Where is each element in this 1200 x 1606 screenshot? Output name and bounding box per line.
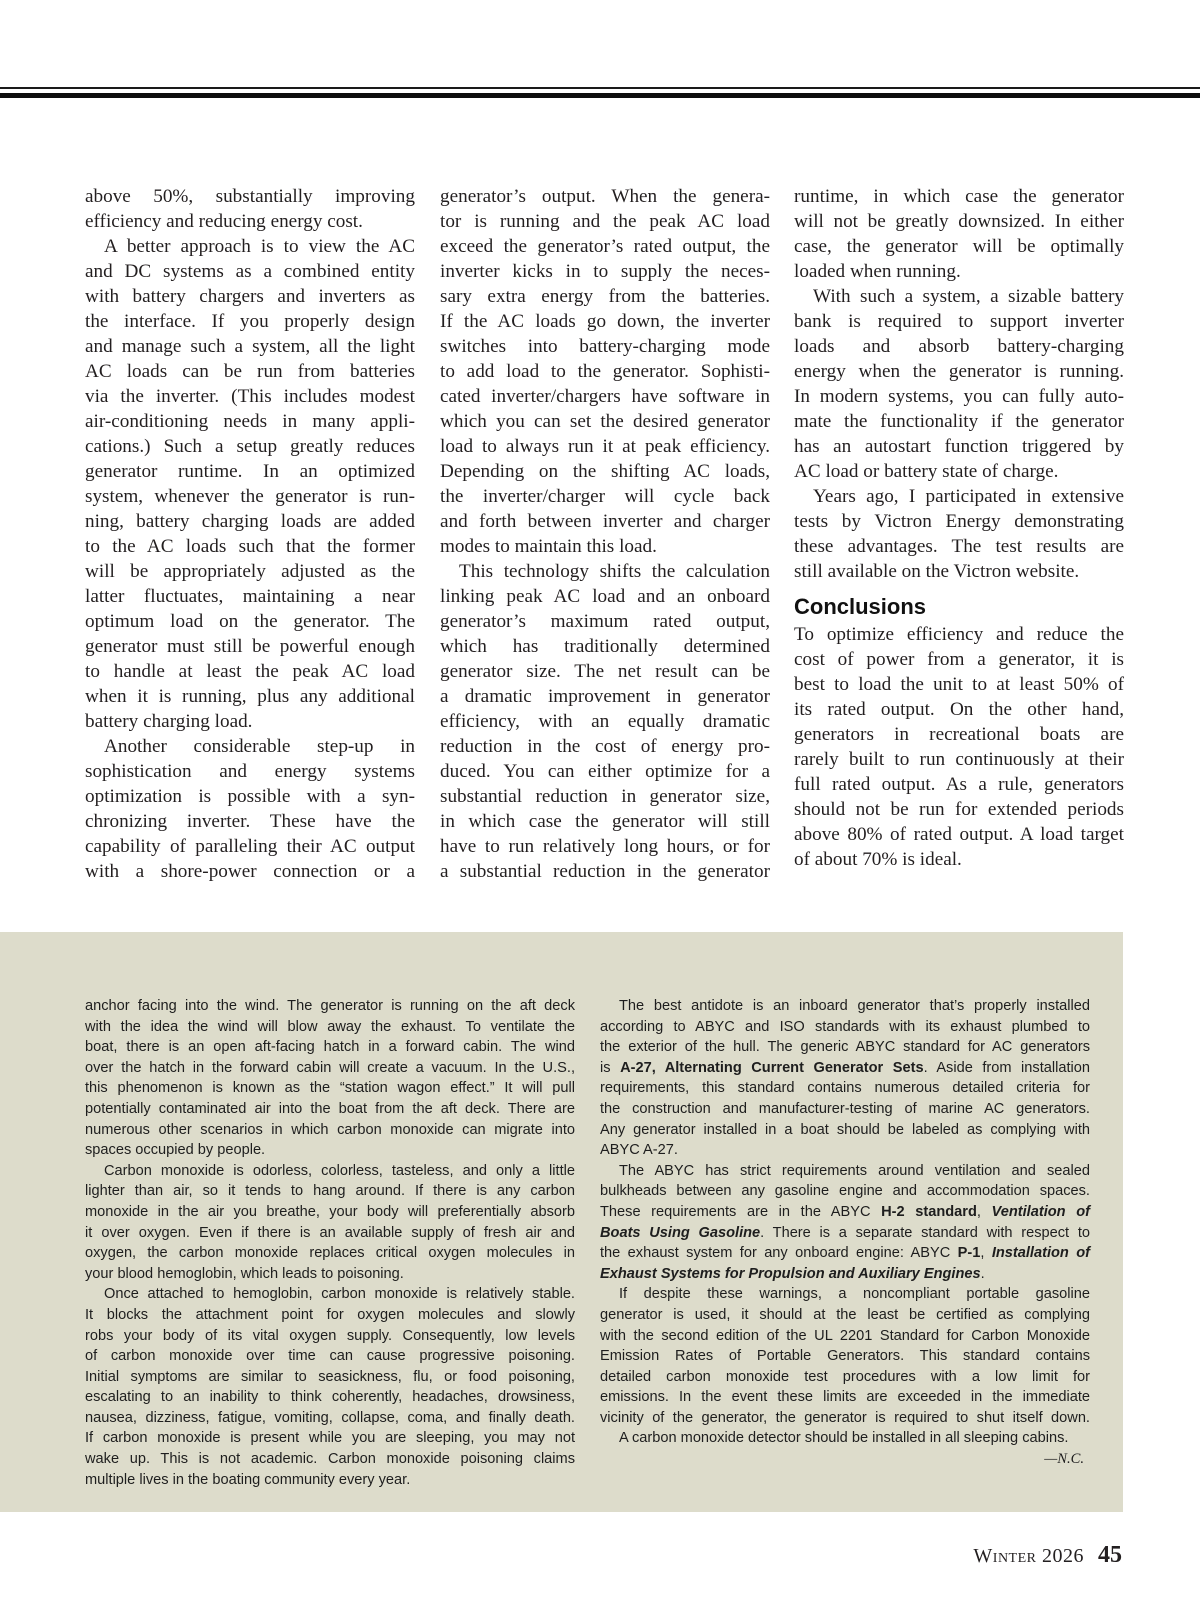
text-run: the exhaust system for any onboard engine: ABYC xyxy=(600,1245,958,1262)
header-rule-thick xyxy=(0,93,1200,98)
text-line: tor is running and the peak AC load xyxy=(440,211,770,232)
text-line: air-conditioning needs in many appli- xyxy=(85,411,415,432)
text-line: will not be greatly downsized. In either xyxy=(794,211,1124,232)
text-line: to add load to the generator. Sophisti- xyxy=(440,361,770,382)
page-number: 45 xyxy=(1098,1542,1122,1568)
text-line: optimization is possible with a syn- xyxy=(85,786,415,807)
text-line xyxy=(600,1058,1090,1079)
text-line: generator runtime. In an optimized xyxy=(85,461,415,482)
text-line: of carbon monoxide over time can cause progressive poisoning. xyxy=(85,1348,575,1365)
text-line: This technology shifts the calculation xyxy=(459,561,770,582)
text-line: linking peak AC load and an onboard xyxy=(440,586,770,607)
text-line: substantial reduction in generator size, xyxy=(440,786,770,807)
text-line: Once attached to hemoglobin, carbon monoxide is relatively stable. xyxy=(104,1286,575,1303)
text-line: cost of power from a generator, it is xyxy=(794,649,1124,670)
text-line: these advantages. The test results are xyxy=(794,536,1124,557)
text-line: If the AC loads go down, the inverter xyxy=(440,311,770,332)
text-line: modes to maintain this load. xyxy=(440,536,657,557)
text-run: . xyxy=(980,1265,985,1282)
text-line: it over oxygen. Even if there is an available supply of fresh air and xyxy=(85,1224,575,1241)
text-line: It blocks the attachment point for oxygen molecules and slowly xyxy=(85,1306,575,1323)
text-line: anchor facing into the wind. The generator is running on the aft deck xyxy=(85,998,575,1014)
text-line: latter fluctuates, maintaining a near xyxy=(85,586,415,607)
text-line: boat, there is an open aft-facing hatch in a forward cabin. The wind xyxy=(85,1039,575,1056)
sidebar-column-1 xyxy=(85,996,575,1490)
text-line: a dramatic improvement in generator xyxy=(440,686,770,707)
text-line xyxy=(600,1243,1090,1264)
emphasis-text: Boats Using Gasoline xyxy=(600,1224,761,1241)
text-line: via the inverter. (This includes modest xyxy=(85,386,415,407)
text-run: . Aside from installation xyxy=(923,1059,1090,1076)
emphasis-text: Installation of xyxy=(991,1245,1091,1262)
text-line: to the AC loads such that the former xyxy=(85,536,415,557)
text-line: A better approach is to view the AC xyxy=(104,236,415,257)
text-line: monoxide in the air you breathe, your body will preferentially absorb xyxy=(85,1203,575,1220)
text-line: the construction and manufacturer-testing of marine AC generators. xyxy=(600,1100,1090,1117)
text-line: above 50%, substantially improving xyxy=(85,186,415,207)
text-line: full rated output. As a rule, generators xyxy=(794,774,1124,795)
text-line: To optimize efficiency and reduce the xyxy=(794,624,1124,645)
text-line: Emission Rates of Portable Generators. This standard contains xyxy=(600,1348,1090,1365)
conclusions-body xyxy=(794,622,1124,872)
text-line: ning, battery charging loads are added xyxy=(85,511,415,532)
text-line: inverter kicks in to supply the neces- xyxy=(440,261,770,282)
text-line: sary extra energy from the batteries. xyxy=(440,286,770,307)
text-line: generator size. The net result can be xyxy=(440,661,770,682)
text-line: which you can set the desired generator xyxy=(440,411,770,432)
text-line: generator is used, it should at the least be certified as complying xyxy=(600,1306,1090,1323)
emphasis-text: Exhaust Systems for Propulsion and Auxiliary Engines xyxy=(600,1265,981,1282)
text-line: of about 70% is ideal. xyxy=(794,849,962,870)
text-line: and DC systems as a combined entity xyxy=(85,261,415,282)
page-footer xyxy=(973,1542,1122,1569)
text-line: spaces occupied by people. xyxy=(85,1142,266,1159)
text-line: load to always run it at peak efficiency. xyxy=(440,436,770,457)
text-line: tests by Victron Energy demonstrating xyxy=(794,511,1124,532)
issue-season: Winter 2026 xyxy=(973,1545,1084,1567)
header-rule-thin xyxy=(0,87,1200,89)
text-line: its rated output. On the other hand, xyxy=(794,699,1124,720)
text-line: loads and absorb battery-charging xyxy=(794,336,1124,357)
text-line: bulkheads between any gasoline engine and accommodation spaces. xyxy=(600,1183,1090,1200)
text-line: efficiency, with an equally dramatic xyxy=(440,711,770,732)
text-line: above 80% of rated output. A load target xyxy=(794,824,1124,845)
text-line: requirements, this standard contains numerous detailed criteria for xyxy=(600,1080,1090,1097)
text-line: chronizing inverter. These have the xyxy=(85,811,415,832)
text-line: duced. You can either optimize for a xyxy=(440,761,770,782)
text-line: the inverter/charger will cycle back xyxy=(440,486,770,507)
text-line: AC load or battery state of charge. xyxy=(794,461,1059,482)
text-line: ABYC A-27. xyxy=(600,1142,678,1159)
text-line: escalating to an inability to think coherently, headaches, drowsiness, xyxy=(85,1389,575,1406)
text-line: Carbon monoxide is odorless, colorless, tasteless, and only a little xyxy=(104,1162,575,1179)
text-line: Depending on the shifting AC loads, xyxy=(440,461,770,482)
text-run: , xyxy=(980,1245,992,1262)
text-line: should not be run for extended periods xyxy=(794,799,1124,820)
text-line: sophistication and energy systems xyxy=(85,761,415,782)
text-line: in which case the generator will still xyxy=(440,811,770,832)
text-line: this phenomenon is known as the “station wagon effect.” It will pull xyxy=(85,1080,575,1097)
text-line: vicinity of the generator, the generator is required to shut itself down. xyxy=(600,1409,1090,1426)
article-column-3 xyxy=(794,184,1124,872)
text-line: robs your body of its vital oxygen supply. Consequently, low levels xyxy=(85,1327,575,1344)
text-line: detailed carbon monoxide test procedures with a low limit for xyxy=(600,1368,1090,1385)
text-line: the exterior of the hull. The generic ABYC standard for AC generators xyxy=(600,1039,1090,1056)
text-line: Another considerable step-up in xyxy=(104,736,415,757)
text-run: is xyxy=(600,1059,621,1076)
text-line xyxy=(600,1223,1090,1244)
emphasis-text: A-27, Alternating Current Generator Sets xyxy=(620,1059,924,1076)
text-run: These requirements are in the ABYC xyxy=(600,1203,882,1220)
text-line: In modern systems, you can fully auto- xyxy=(794,386,1124,407)
text-line: generators in recreational boats are xyxy=(794,724,1124,745)
text-line: potentially contaminated air into the boat from the aft deck. There are xyxy=(85,1100,575,1117)
text-line: AC loads can be run from batteries xyxy=(85,361,415,382)
text-line: mate the functionality if the generator xyxy=(794,411,1124,432)
text-line: lighter than air, so it tends to hang around. If there is any carbon xyxy=(85,1183,575,1200)
text-run: , xyxy=(976,1203,992,1220)
text-line: energy when the generator is running. xyxy=(794,361,1124,382)
text-line: a substantial reduction in the generator xyxy=(440,861,770,882)
text-line: case, the generator will be optimally xyxy=(794,236,1124,257)
text-line: have to run relatively long hours, or for xyxy=(440,836,770,857)
sidebar-column-2 xyxy=(600,996,1090,1470)
text-line: oxygen, the carbon monoxide replaces critical oxygen molecules in xyxy=(85,1245,575,1262)
text-line: and forth between inverter and charger xyxy=(440,511,770,532)
emphasis-text: Ventilation of xyxy=(991,1203,1090,1220)
text-line: optimum load on the generator. The xyxy=(85,611,415,632)
text-line: the interface. If you properly design xyxy=(85,311,415,332)
text-line: nausea, dizziness, fatigue, vomiting, collapse, coma, and finally death. xyxy=(85,1409,575,1426)
text-line: Any generator installed in a boat should be labeled as complying with xyxy=(600,1121,1090,1138)
text-line: battery charging load. xyxy=(85,711,253,732)
text-line: and manage such a system, all the light xyxy=(85,336,415,357)
text-line: system, whenever the generator is run- xyxy=(85,486,415,507)
text-line: generator’s maximum rated output, xyxy=(440,611,770,632)
text-line: when it is running, plus any additional xyxy=(85,686,415,707)
text-line: The ABYC has strict requirements around ventilation and sealed xyxy=(619,1162,1090,1179)
text-line: A carbon monoxide detector should be installed in all sleeping cabins. xyxy=(619,1430,1069,1447)
text-line xyxy=(600,1202,1090,1223)
text-line: with a shore-power connection or a xyxy=(85,861,415,882)
sidebar-column-2-body xyxy=(600,996,1090,1449)
text-line: multiple lives in the boating community every year. xyxy=(85,1471,411,1488)
text-line: cated inverter/chargers have software in xyxy=(440,386,770,407)
text-line: wake up. This is not academic. Carbon monoxide poisoning claims xyxy=(85,1451,575,1468)
text-line: reduction in the cost of energy pro- xyxy=(440,736,770,757)
text-line: according to ABYC and ISO standards with its exhaust plumbed to xyxy=(600,1018,1090,1035)
text-line: If carbon monoxide is present while you are sleeping, you may not xyxy=(85,1430,575,1447)
text-line: with the second edition of the UL 2201 Standard for Carbon Monoxide xyxy=(600,1327,1090,1344)
text-line: cations.) Such a setup greatly reduces xyxy=(85,436,415,457)
text-line: efficiency and reducing energy cost. xyxy=(85,211,363,232)
text-line xyxy=(600,1264,1090,1285)
column-3-body xyxy=(794,184,1124,584)
text-line: numerous other scenarios in which carbon monoxide can migrate into xyxy=(85,1121,575,1138)
text-line: rarely built to run continuously at their xyxy=(794,749,1124,770)
text-line: Years ago, I participated in extensive xyxy=(813,486,1124,507)
text-line: over the hatch in the forward cabin will create a vacuum. In the U.S., xyxy=(85,1059,575,1076)
text-line: has an autostart function triggered by xyxy=(794,436,1124,457)
text-line: The best antidote is an inboard generator that’s properly installed xyxy=(619,998,1090,1014)
emphasis-text: P-1 xyxy=(957,1245,981,1262)
text-line: Initial symptoms are similar to seasickness, flu, or food poisoning, xyxy=(85,1368,575,1385)
text-line: emissions. In the event these limits are exceeded in the immediate xyxy=(600,1389,1090,1406)
text-line: exceed the generator’s rated output, the xyxy=(440,236,770,257)
article-column-2 xyxy=(440,184,770,884)
emphasis-text: H-2 standard xyxy=(881,1203,977,1220)
text-line: to handle at least the peak AC load xyxy=(85,661,415,682)
text-line: bank is required to support inverter xyxy=(794,311,1124,332)
text-line: capability of paralleling their AC output xyxy=(85,836,415,857)
text-line: loaded when running. xyxy=(794,261,961,282)
text-line: with battery chargers and inverters as xyxy=(85,286,415,307)
text-line: with the idea the wind will blow away the exhaust. To ventilate the xyxy=(85,1018,575,1035)
text-line: still available on the Victron website. xyxy=(794,561,1080,582)
text-line: which has traditionally determined xyxy=(440,636,770,657)
text-line: generator must still be powerful enough xyxy=(85,636,415,657)
section-heading-conclusions: Conclusions xyxy=(794,594,927,619)
text-line: runtime, in which case the generator xyxy=(794,186,1124,207)
text-line: If despite these warnings, a noncompliant portable gasoline xyxy=(619,1286,1090,1303)
text-line: will be appropriately adjusted as the xyxy=(85,561,415,582)
text-line: generator’s output. When the genera- xyxy=(440,186,770,207)
text-line: best to load the unit to at least 50% of xyxy=(794,674,1124,695)
text-line: With such a system, a sizable battery xyxy=(813,286,1124,307)
author-signature: —N.C. xyxy=(1044,1451,1084,1468)
article-column-1 xyxy=(85,184,415,884)
text-run: . There is a separate standard with respect to xyxy=(760,1224,1090,1241)
text-line: switches into battery-charging mode xyxy=(440,336,770,357)
text-line: your blood hemoglobin, which leads to poisoning. xyxy=(85,1265,404,1282)
